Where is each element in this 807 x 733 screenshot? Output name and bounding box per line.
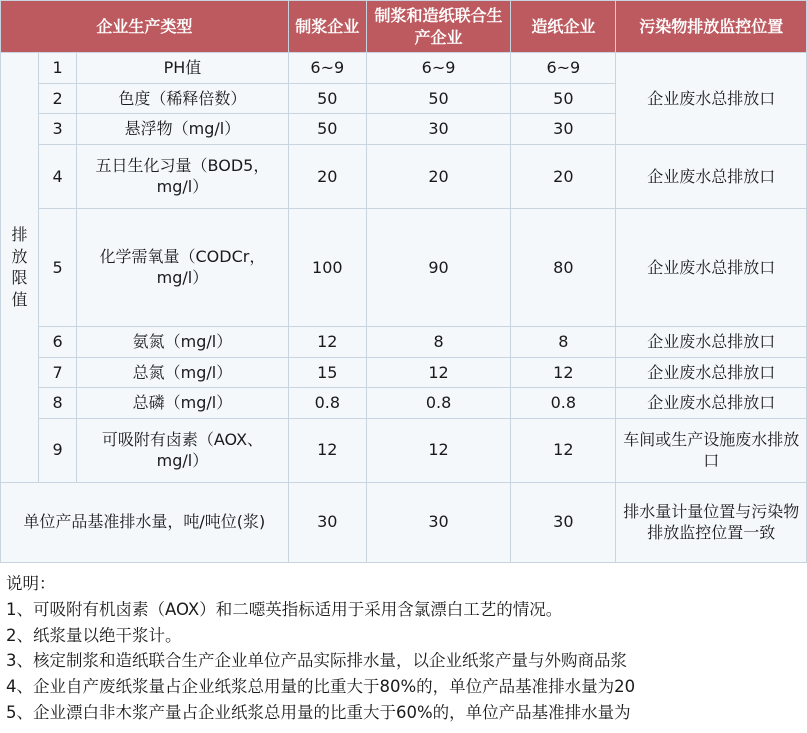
note-item: 2、纸浆量以绝干浆计。 xyxy=(6,625,182,645)
header-pulp-enterprise: 制浆企业 xyxy=(288,1,366,53)
row-item-name: 总氮（mg/l） xyxy=(77,357,289,388)
row-item-name: 悬浮物（mg/l） xyxy=(77,114,289,145)
note-item: 1、可吸附有机卤素（AOX）和二噁英指标适用于采用含氯漂白工艺的情况。 xyxy=(6,600,563,620)
value-paper: 20 xyxy=(511,144,616,208)
value-paper: 6~9 xyxy=(511,53,616,84)
table-row xyxy=(1,418,807,482)
row-item-name: 总磷（mg/l） xyxy=(77,388,289,419)
header-monitoring-position: 污染物排放监控位置 xyxy=(616,1,807,53)
value-combined: 90 xyxy=(366,208,510,326)
table-row xyxy=(1,208,807,326)
header-row xyxy=(1,1,807,53)
value-combined: 12 xyxy=(366,418,510,482)
value-paper: 12 xyxy=(511,357,616,388)
footer-value-pulp: 30 xyxy=(288,482,366,562)
row-number: 9 xyxy=(39,418,77,482)
monitoring-position: 企业废水总排放口 xyxy=(616,388,807,419)
value-pulp: 20 xyxy=(288,144,366,208)
row-item-name: 五日生化习量（BOD5，mg/l） xyxy=(77,144,289,208)
side-label-emission-limit: 排放限值 xyxy=(1,53,39,483)
row-number: 3 xyxy=(39,114,77,145)
row-item-name: 氨氮（mg/l） xyxy=(77,326,289,357)
monitoring-position: 企业废水总排放口 xyxy=(616,53,807,145)
table-header xyxy=(1,1,807,53)
row-item-name: 可吸附有卤素（AOX、mg/l） xyxy=(77,418,289,482)
value-pulp: 12 xyxy=(288,326,366,357)
footer-monitoring-position: 排水量计量位置与污染物排放监控位置一致 xyxy=(616,482,807,562)
footer-row-label: 单位产品基准排水量，吨/吨位(浆) xyxy=(1,482,289,562)
table-row xyxy=(1,144,807,208)
notes-title: 说明： xyxy=(6,573,56,593)
value-pulp: 50 xyxy=(288,83,366,114)
header-production-type: 企业生产类型 xyxy=(1,1,289,53)
value-pulp: 50 xyxy=(288,114,366,145)
row-number: 2 xyxy=(39,83,77,114)
value-combined: 50 xyxy=(366,83,510,114)
monitoring-position: 企业废水总排放口 xyxy=(616,208,807,326)
value-pulp: 0.8 xyxy=(288,388,366,419)
monitoring-position: 企业废水总排放口 xyxy=(616,144,807,208)
notes-section xyxy=(0,563,807,725)
monitoring-position: 企业废水总排放口 xyxy=(616,326,807,357)
row-number: 6 xyxy=(39,326,77,357)
header-combined-enterprise: 制浆和造纸联合生产企业 xyxy=(366,1,510,53)
footer-value-paper: 30 xyxy=(511,482,616,562)
row-item-name: 化学需氧量（CODCr，mg/l） xyxy=(77,208,289,326)
table-row xyxy=(1,53,807,84)
footer-value-combined: 30 xyxy=(366,482,510,562)
value-pulp: 100 xyxy=(288,208,366,326)
value-combined: 20 xyxy=(366,144,510,208)
header-paper-enterprise: 造纸企业 xyxy=(511,1,616,53)
note-item: 5、企业漂白非木浆产量占企业纸浆总用量的比重大于60%的，单位产品基准排水量为 xyxy=(6,702,631,722)
value-paper: 80 xyxy=(511,208,616,326)
table-row xyxy=(1,388,807,419)
row-number: 1 xyxy=(39,53,77,84)
value-pulp: 15 xyxy=(288,357,366,388)
value-paper: 12 xyxy=(511,418,616,482)
table-row-footer xyxy=(1,482,807,562)
table-body xyxy=(1,53,807,563)
row-item-name: 色度（稀释倍数） xyxy=(77,83,289,114)
value-combined: 8 xyxy=(366,326,510,357)
value-paper: 0.8 xyxy=(511,388,616,419)
value-pulp: 6~9 xyxy=(288,53,366,84)
note-item: 3、核定制浆和造纸联合生产企业单位产品实际排水量，以企业纸浆产量与外购商品浆 xyxy=(6,651,627,671)
value-combined: 6~9 xyxy=(366,53,510,84)
value-combined: 30 xyxy=(366,114,510,145)
row-number: 4 xyxy=(39,144,77,208)
value-combined: 12 xyxy=(366,357,510,388)
row-number: 5 xyxy=(39,208,77,326)
table-row xyxy=(1,357,807,388)
monitoring-position: 车间或生产设施废水排放口 xyxy=(616,418,807,482)
row-item-name: PH值 xyxy=(77,53,289,84)
value-paper: 50 xyxy=(511,83,616,114)
row-number: 7 xyxy=(39,357,77,388)
monitoring-position: 企业废水总排放口 xyxy=(616,357,807,388)
value-pulp: 12 xyxy=(288,418,366,482)
value-paper: 8 xyxy=(511,326,616,357)
table-row xyxy=(1,326,807,357)
value-combined: 0.8 xyxy=(366,388,510,419)
value-paper: 30 xyxy=(511,114,616,145)
row-number: 8 xyxy=(39,388,77,419)
note-item: 4、企业自产废纸浆量占企业纸浆总用量的比重大于80%的，单位产品基准排水量为20 xyxy=(6,677,636,696)
